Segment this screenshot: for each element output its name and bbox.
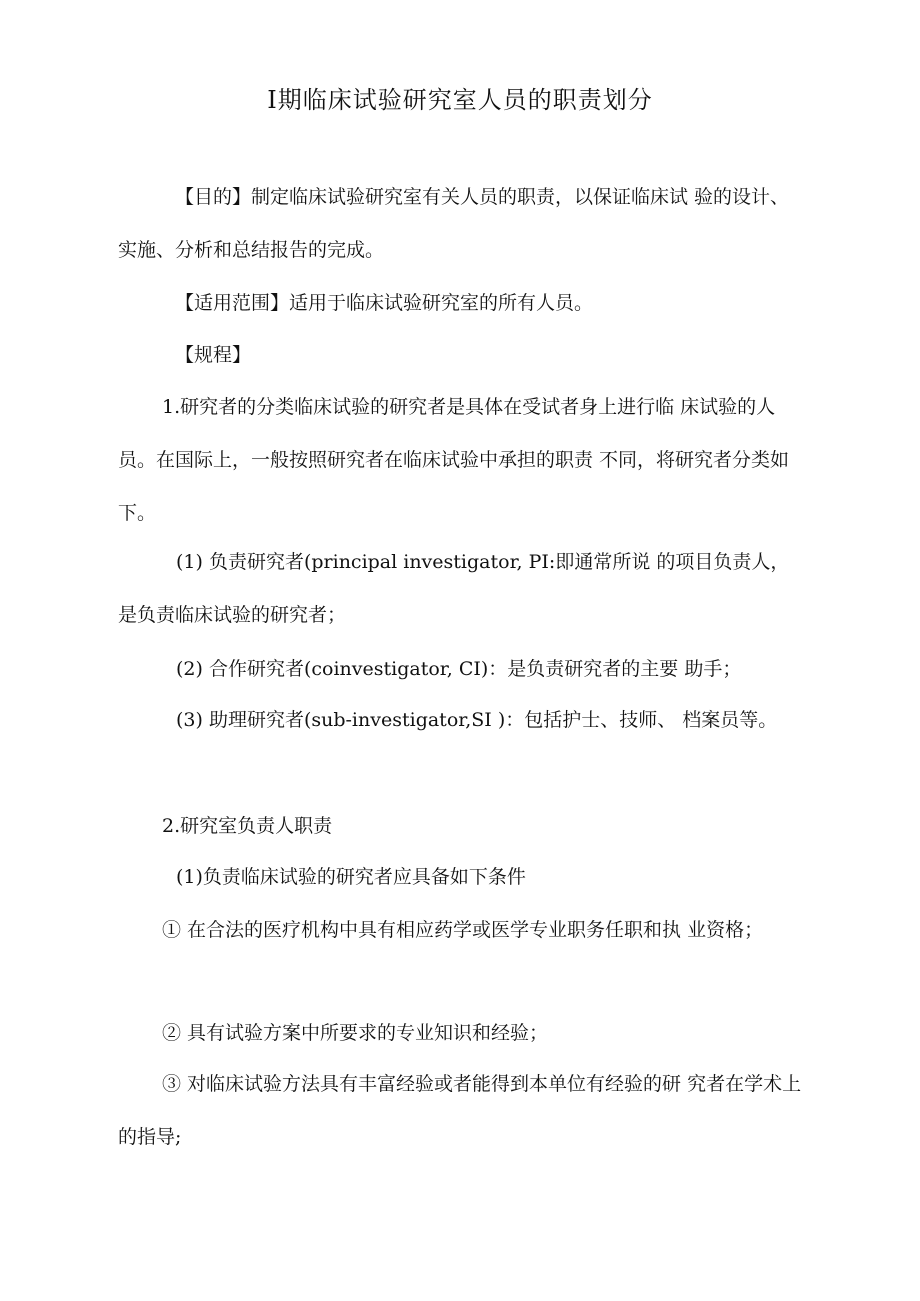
purpose-paragraph: 【目的】制定临床试验研究室有关人员的职责，以保证临床试 验的设计、实施、分析和总结报告的完成。 xyxy=(118,186,790,261)
item-2-paragraph: (2) 合作研究者(coinvestigator, CI)：是负责研究者的主要 助手； xyxy=(176,658,742,680)
condition-1-paragraph: ① 在合法的医疗机构中具有相应药学或医学专业职务任职和执 业资格； xyxy=(162,919,764,941)
scope-paragraph: 【适用范围】适用于临床试验研究室的所有人员。 xyxy=(175,292,594,314)
sub-1-paragraph: (1)负责临床试验的研究者应具备如下条件 xyxy=(176,866,526,888)
item-3-paragraph: (3) 助理研究者(sub-investigator,SI )：包括护士、技师、 档案员等。 xyxy=(176,709,778,731)
document-title: Ⅰ期临床试验研究室人员的职责划分 xyxy=(267,86,653,114)
condition-3-paragraph: ③ 对临床试验方法具有丰富经验或者能得到本单位有经验的研 究者在学术上的指导; xyxy=(118,1073,802,1148)
rules-heading: 【规程】 xyxy=(175,344,252,366)
item-1-paragraph: (1) 负责研究者(principal investigator, PI:即通常所说 的项目负责人，是负责临床试验的研究者； xyxy=(118,551,790,626)
condition-2-paragraph: ② 具有试验方案中所要求的专业知识和经验； xyxy=(162,1022,549,1044)
section-2-heading: 2.研究室负责人职责 xyxy=(162,815,333,837)
section-1-paragraph: 1.研究者的分类临床试验的研究者是具体在受试者身上进行临 床试验的人员。在国际上，一般按照研究者在临床试验中承担的职责 不同，将研究者分类如下。 xyxy=(118,396,790,524)
